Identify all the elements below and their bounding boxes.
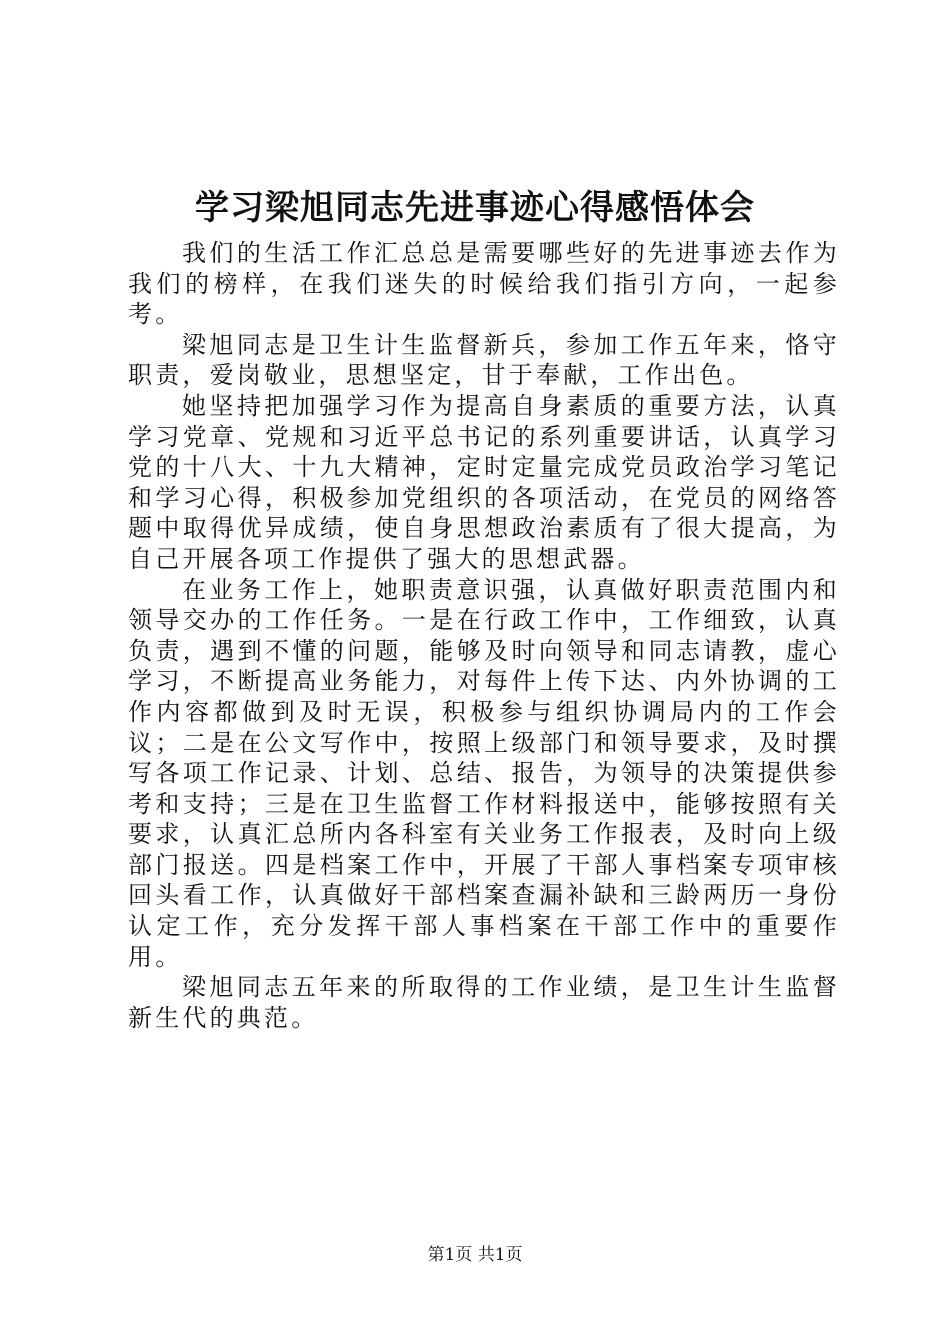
paragraph-intro: 我们的生活工作汇总总是需要哪些好的先进事迹去作为我们的榜样，在我们迷失的时候给我们指引方向，一起参考。 [128, 239, 840, 329]
paragraph-conclusion: 梁旭同志五年来的所取得的工作业绩，是卫生计生监督新生代的典范。 [128, 973, 840, 1032]
paragraph-work: 在业务工作上，她职责意识强，认真做好职责范围内和领导交办的工作任务。一是在行政工作中，工作细致，认真负责，遇到不懂的问题，能够及时向领导和同志请教，虚心学习，不断提高业务能力，对每件上传下达、内外协调的工作内容都做到及时无误，积极参与组织协调局内的工作会议；二是在公文写作中，按照上级部门和领导要求，及时撰写各项工作记录、计划、总结、报告，为领导的决策提供参考和支持；三是在卫生监督工作材料报送中，能够按照有关要求，认真汇总所内各科室有关业务工作报表，及时向上级部门报送。四是档案工作中，开展了干部人事档案专项审核回头看工作，认真做好干部档案查漏补缺和三龄两历一身份认定工作，充分发挥干部人事档案在干部工作中的重要作用。 [128, 575, 840, 971]
paragraph-study: 她坚持把加强学习作为提高自身素质的重要方法，认真学习党章、党规和习近平总书记的系列重要讲话，认真学习党的十八大、十九大精神，定时定量完成党员政治学习笔记和学习心得，积极参加党组织的各项活动，在党员的网络答题中取得优异成绩，使自身思想政治素质有了很大提高，为自己开展各项工作提供了强大的思想武器。 [128, 391, 840, 573]
paragraph-summary: 梁旭同志是卫生计生监督新兵，参加工作五年来，恪守职责，爱岗敬业，思想坚定，甘于奉献，工作出色。 [128, 330, 840, 390]
page-footer: 第1页 共1页 [427, 1245, 523, 1265]
page-title: 学习梁旭同志先进事迹心得感悟体会 [195, 188, 755, 228]
document-body [128, 238, 840, 1033]
